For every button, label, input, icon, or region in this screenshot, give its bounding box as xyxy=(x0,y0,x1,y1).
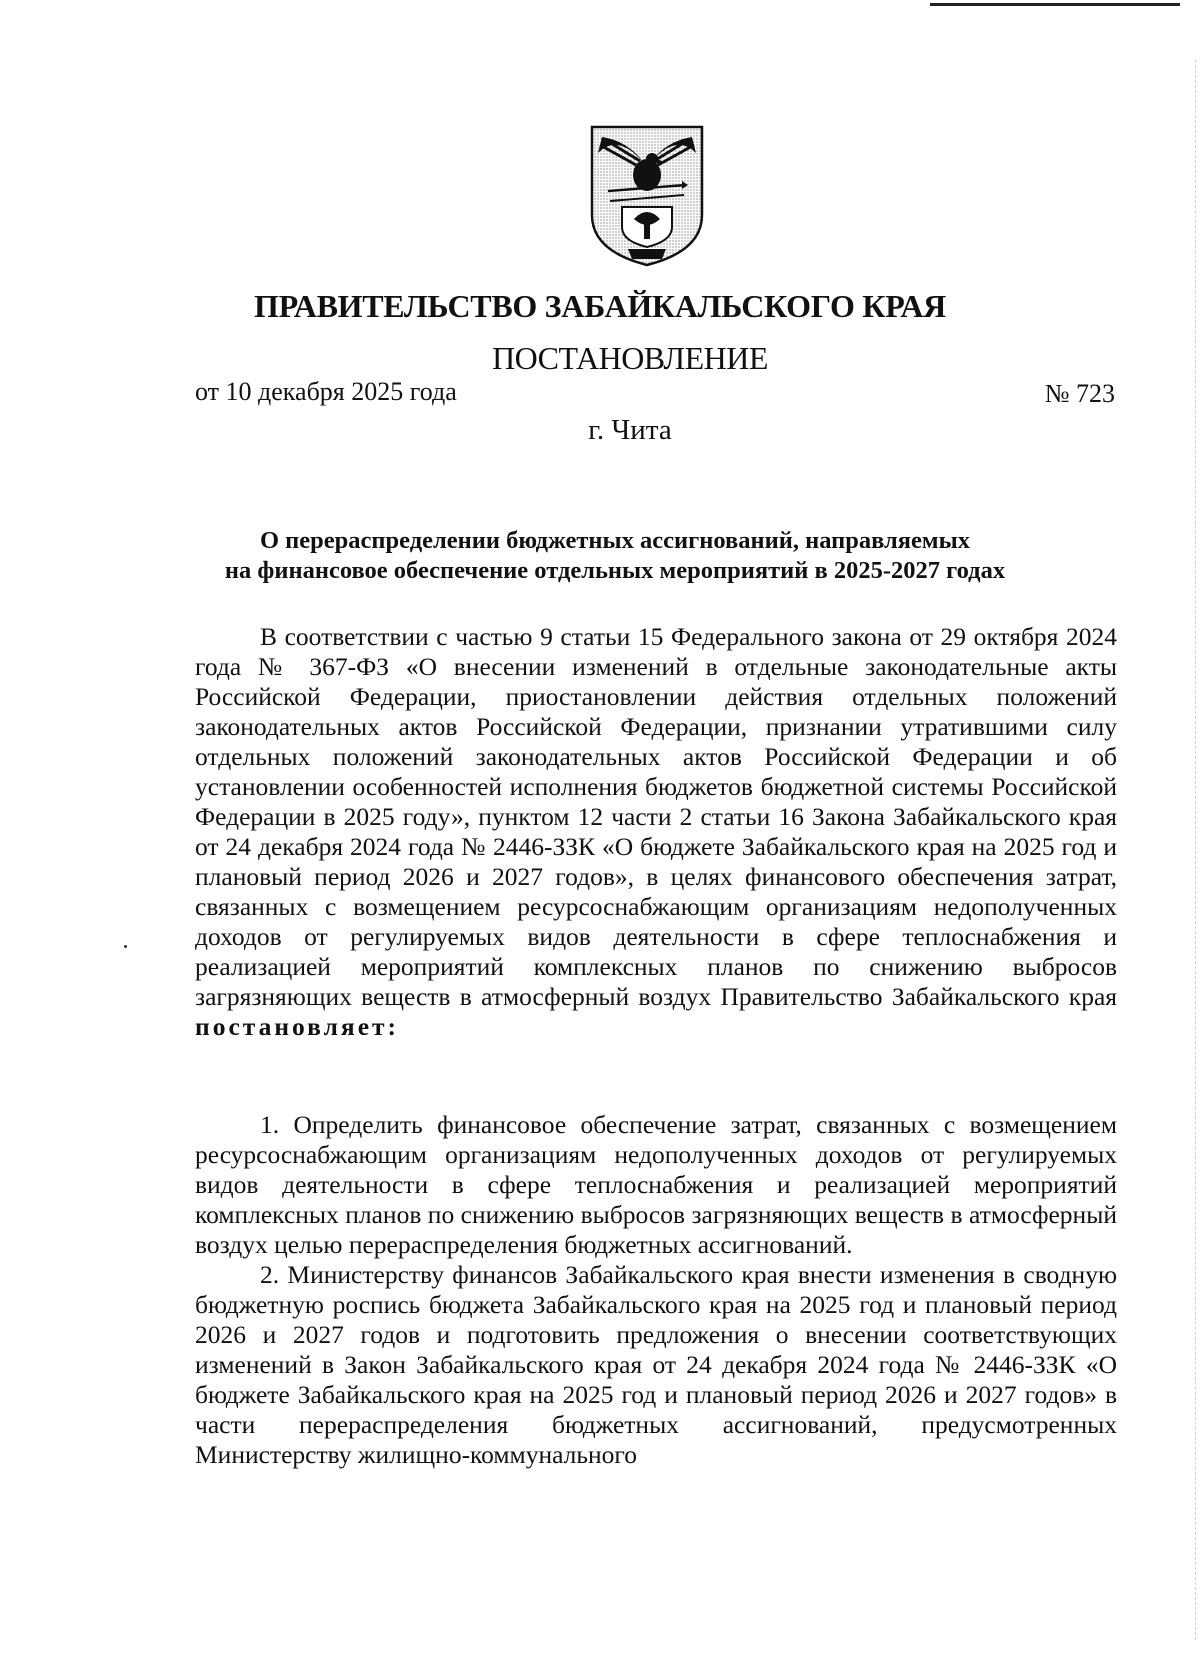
coat-of-arms-emblem xyxy=(588,123,706,268)
resolves-word: постановляет xyxy=(195,1012,388,1041)
document-heading xyxy=(150,526,1080,586)
resolution-item-1: 1. Определить финансовое обеспечение затрат, связанных с возмещением ресурсоснабжающим организациям недополученных доходов от регулируемых видов деятельности в сфере теплоснабжения и реализацией мероприятий комплексных планов по снижению выбросов загрязняющих веществ в атмосферный воздух целью перераспределения бюджетных ассигнований. xyxy=(195,1110,1117,1259)
heading-line-1: О перераспределении бюджетных ассигнований, направляемых xyxy=(260,527,970,554)
preamble-text: В соответствии с частью 9 статьи 15 Федерального закона от 29 октября 2024 года № 367-ФЗ «О внесении изменений в отдельные законодательные акты Российской Федерации, приостановлении действия отдельных положений законодательных актов Российской Федерации, признании утратившими силу отдельных положений законодательных актов Российской Федерации и об установлении особенностей исполнения бюджетов бюджетной системы Российской Федерации в 2025 году», пунктом 12 части 2 статьи 16 Закона Забайкальского края от 24 декабря 2024 года № 2446-ЗЗК «О бюджете Забайкальского края на 2025 год и плановый период 2026 и 2027 годов», в целях финансового обеспечения затрат, связанных с возмещением ресурсоснабжающим организациям недополученных доходов от регулируемых видов деятельности в сфере теплоснабжения и реализацией мероприятий комплексных планов по снижению выбросов загрязняющих веществ в атмосферный воздух Правительство Забайкальского края xyxy=(195,622,1117,1011)
resolution-items xyxy=(195,1110,1117,1470)
scan-speck xyxy=(124,945,127,948)
preamble-paragraph xyxy=(195,622,1117,1042)
document-type: ПОСТАНОВЛЕНИЕ xyxy=(492,340,768,376)
resolution-item-2: 2. Министерству финансов Забайкальского края внести изменения в сводную бюджетную роспись бюджета Забайкальского края на 2025 год и плановый период 2026 и 2027 годов и подготовить предложения о внесении соответствующих изменений в Закон Забайкальского края от 24 декабря 2024 года № 2446-ЗЗК «О бюджете Забайкальского края на 2025 год и плановый период 2026 и 2027 годов» в части перераспределения бюджетных ассигнований, предусмотренных Министерству жилищно-коммунального xyxy=(195,1260,1117,1469)
resolves-colon: : xyxy=(387,1012,400,1041)
heading-line-2: на финансовое обеспечение отдельных мероприятий в 2025-2027 годах xyxy=(224,557,1006,584)
top-rule xyxy=(930,3,1180,6)
document-city: г. Чита xyxy=(588,414,672,446)
document-date: от 10 декабря 2025 года xyxy=(195,377,457,406)
preamble xyxy=(195,622,1117,1042)
government-title: ПРАВИТЕЛЬСТВО ЗАБАЙКАЛЬСКОГО КРАЯ xyxy=(254,288,946,324)
document-number: № 723 xyxy=(1044,379,1115,408)
